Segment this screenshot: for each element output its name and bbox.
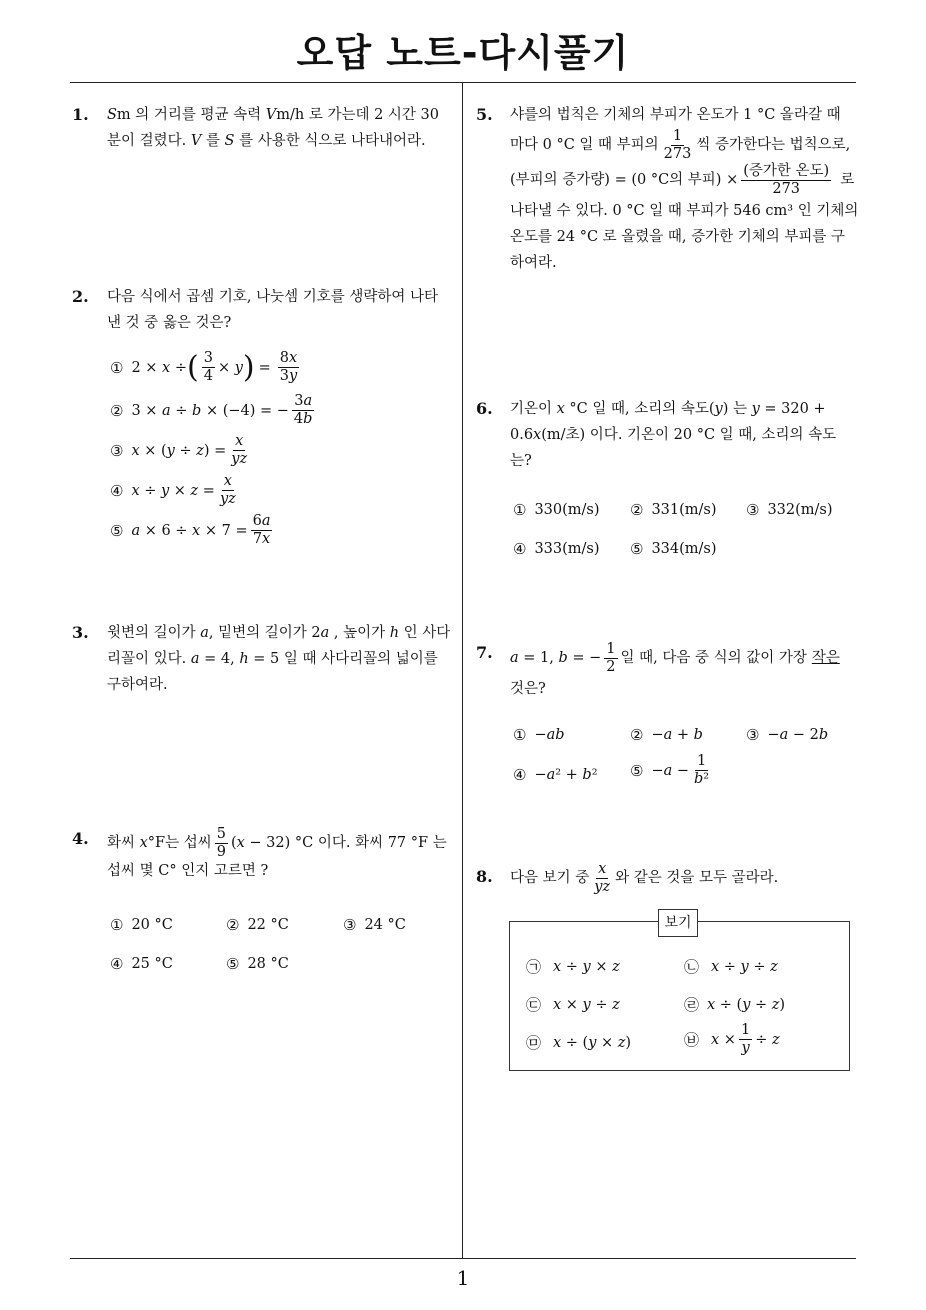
equals: = xyxy=(258,359,271,376)
choice-3[interactable] xyxy=(110,433,252,468)
question-text: 와 같은 것을 모두 골라라. xyxy=(615,870,779,886)
choice-mark: ⑤ xyxy=(226,955,240,973)
choice-2[interactable] xyxy=(226,912,289,938)
question-text-line: 는? xyxy=(510,453,532,469)
choice-mark: ③ xyxy=(110,441,124,460)
paren-right: ) xyxy=(242,349,255,385)
fraction: $\frac{\text{𝑥}}{\text{𝑦𝑧}}$ xyxy=(219,473,236,507)
fraction: $\frac{1}{273}$ xyxy=(663,127,692,162)
question-text-line: 하여라. xyxy=(510,255,557,271)
choice-mark: ② xyxy=(226,916,240,934)
question-number: 3. xyxy=(72,623,89,642)
choice-1[interactable] xyxy=(110,912,173,938)
question-text-line: 낸 것 중 옳은 것은? xyxy=(107,315,232,331)
question-text-line: 분이 걸렸다. 𝑉 를 𝑆 를 사용한 식으로 나타내어라. xyxy=(107,133,426,149)
choice-text: −𝑎² + 𝑏² xyxy=(534,767,598,783)
choice-3[interactable] xyxy=(746,722,828,748)
item-mark: ㉡ xyxy=(684,958,700,976)
question-text: 마다 0 °C 일 때 부피의 xyxy=(510,137,659,153)
question-text: (𝑥 − 32) °C 이다. 화씨 77 °F 는 xyxy=(230,835,447,851)
choice-text: 330(m/s) xyxy=(534,502,600,518)
question-number: 4. xyxy=(72,829,89,848)
item-text: 𝑥 × xyxy=(711,1031,736,1048)
question-number: 8. xyxy=(476,867,493,886)
choice-mark: ④ xyxy=(110,481,124,500)
question-text-line: 구하여라. xyxy=(107,677,168,693)
choice-text: 332(m/s) xyxy=(767,502,833,518)
question-text-line: 다음 식에서 곱셈 기호, 나눗셈 기호를 생략하여 나타 xyxy=(107,289,439,305)
choice-4[interactable] xyxy=(513,536,600,562)
choice-mark: ③ xyxy=(343,916,357,934)
page-title: 오답 노트-다시풀기 xyxy=(296,31,630,75)
choice-3[interactable] xyxy=(343,912,406,938)
choice-text: −𝑎 − 2𝑏 xyxy=(767,727,829,743)
choice-5[interactable] xyxy=(110,513,275,548)
choice-mark: ④ xyxy=(110,955,124,973)
choice-1[interactable] xyxy=(513,722,565,748)
fraction: $\frac{\text{8𝑥}}{\text{3𝑦}}$ xyxy=(279,350,298,384)
question-text-line: 섭씨 몇 C° 인지 고르면 ? xyxy=(107,863,269,879)
choice-text: −𝑎 + 𝑏 xyxy=(651,727,703,743)
choice-3[interactable] xyxy=(746,497,833,523)
item-text: 𝑥 ÷ (𝑦 × 𝑧) xyxy=(553,1034,632,1051)
choice-text: 334(m/s) xyxy=(651,541,717,557)
question-text-line: 리꼴이 있다. 𝑎 = 4, ℎ = 5 일 때 사다리꼴의 넓이를 xyxy=(107,651,438,667)
choice-1[interactable] xyxy=(513,497,600,523)
choice-expr: 2 × 𝑥 ÷ xyxy=(131,359,187,376)
choice-text: 25 °C xyxy=(131,956,173,972)
choice-expr: 𝑎 × 6 ÷ 𝑥 × 7 = xyxy=(131,522,248,539)
choice-mark: ① xyxy=(110,358,124,377)
choice-mark: ① xyxy=(513,726,527,744)
choice-mark: ⑤ xyxy=(630,540,644,558)
choice-text: 24 °C xyxy=(364,917,406,933)
question-text-line: 샤를의 법칙은 기체의 부피가 온도가 1 °C 올라갈 때 xyxy=(510,107,841,123)
choice-text: −𝑎 − xyxy=(651,762,690,779)
choice-5[interactable] xyxy=(630,536,717,562)
fraction: $\frac{1}{2}$ xyxy=(606,640,616,675)
choice-expr: 𝑥 × (𝑦 ÷ 𝑧) = xyxy=(131,442,227,459)
choice-2[interactable] xyxy=(110,393,317,428)
example-item xyxy=(684,994,785,1015)
question-text: 다음 보기 중 xyxy=(510,870,590,886)
fraction: $\frac{\text{3𝑎}}{\text{4𝑏}}$ xyxy=(293,393,313,427)
example-item xyxy=(684,956,778,977)
choice-mark: ② xyxy=(630,501,644,519)
choice-4[interactable] xyxy=(513,762,598,788)
example-item xyxy=(526,956,620,977)
choice-mark: ② xyxy=(630,726,644,744)
item-mark: ㉠ xyxy=(526,958,542,976)
choice-expr: 3 × 𝑎 ÷ 𝑏 × (−4) = − xyxy=(131,402,289,419)
fraction: $\frac{\text{6𝑎}}{\text{7𝑥}}$ xyxy=(252,513,271,547)
choice-2[interactable] xyxy=(630,497,717,523)
choice-mark: ① xyxy=(513,501,527,519)
page-number: 1 xyxy=(456,1266,470,1290)
emphasis-underline: 작은 xyxy=(811,650,840,666)
question-number: 6. xyxy=(476,399,493,418)
question-number: 5. xyxy=(476,105,493,124)
question-text: 씩 증가한다는 법칙으로, xyxy=(696,137,851,153)
question-number: 2. xyxy=(72,287,89,306)
item-text: 𝑥 ÷ (𝑦 ÷ 𝑧) xyxy=(707,996,786,1013)
question-number: 7. xyxy=(476,643,493,662)
question-number: 1. xyxy=(72,105,89,124)
question-text-line: 0.6𝑥(m/초) 이다. 기온이 20 °C 일 때, 소리의 속도 xyxy=(510,427,837,443)
column-divider xyxy=(462,83,463,1259)
choice-text: 22 °C xyxy=(247,917,289,933)
example-item xyxy=(684,1022,780,1057)
fraction: $\frac{\text{(증가한 온도)}}{273}$ xyxy=(743,162,830,197)
choice-1[interactable] xyxy=(110,350,302,385)
choice-mark: ③ xyxy=(746,726,760,744)
paren-left: ( xyxy=(186,349,199,385)
question-text: 𝑎 = 1, 𝑏 = − xyxy=(510,650,602,666)
choice-expr: 𝑥 ÷ 𝑦 × 𝑧 = xyxy=(131,482,215,499)
example-item xyxy=(526,994,620,1015)
example-box-label: 보기 xyxy=(658,909,698,937)
choice-4[interactable] xyxy=(110,473,241,508)
item-mark: ㉥ xyxy=(684,1031,700,1049)
choice-5[interactable] xyxy=(226,951,289,977)
item-text: 𝑥 ÷ 𝑦 ÷ 𝑧 xyxy=(711,958,778,975)
fraction: $\frac{1}{\text{𝑏²}}$ xyxy=(694,753,710,787)
question-text-line: 기온이 𝑥 °C 일 때, 소리의 속도(𝑦) 는 𝑦 = 320 + xyxy=(510,401,826,417)
item-text: 𝑥 × 𝑦 ÷ 𝑧 xyxy=(553,996,620,1013)
question-text-line: 윗변의 길이가 𝑎, 밑변의 길이가 2𝑎 , 높이가 ℎ 인 사다 xyxy=(107,625,451,641)
question-text: 일 때, 다음 중 식의 값이 가장 xyxy=(620,650,807,666)
choice-text: 333(m/s) xyxy=(534,541,600,557)
choice-text: 28 °C xyxy=(247,956,289,972)
choice-text: 331(m/s) xyxy=(651,502,717,518)
choice-mark: ⑤ xyxy=(110,521,124,540)
fraction: $\frac{\text{𝑥}}{\text{𝑦𝑧}}$ xyxy=(231,433,248,467)
choice-mark: ④ xyxy=(513,540,527,558)
fraction: $\frac{5}{9}$ xyxy=(216,825,226,860)
question-text-line: 것은? xyxy=(510,681,546,697)
item-text: 𝑥 ÷ 𝑦 × 𝑧 xyxy=(553,958,620,975)
fraction: $\frac{1}{\text{𝑦}}$ xyxy=(740,1022,751,1056)
choice-mark: ④ xyxy=(513,766,527,784)
footer-rule xyxy=(70,1258,856,1259)
choice-5[interactable] xyxy=(630,753,714,788)
item-text: ÷ 𝑧 xyxy=(755,1031,780,1048)
item-mark: ㉣ xyxy=(684,996,700,1014)
fraction: $\frac{3}{4}$ xyxy=(203,350,213,384)
choice-mark: ① xyxy=(110,916,124,934)
item-mark: ㉢ xyxy=(526,996,542,1014)
choice-mark: ⑤ xyxy=(630,761,644,780)
question-text: 로 xyxy=(840,172,855,188)
question-text: (부피의 증가량) = (0 °C의 부피) × xyxy=(510,172,739,188)
question-text-line: 𝑆m 의 거리를 평균 속력 𝑉m/h 로 가는데 2 시간 30 xyxy=(107,107,439,123)
choice-4[interactable] xyxy=(110,951,173,977)
choice-text: 20 °C xyxy=(131,917,173,933)
choice-text: −𝑎𝑏 xyxy=(534,727,565,743)
question-text-line: 온도를 24 °C 로 올렸을 때, 증가한 기체의 부피를 구 xyxy=(510,229,846,245)
choice-expr: × 𝑦 xyxy=(217,359,243,376)
example-item xyxy=(526,1032,631,1053)
item-mark: ㉤ xyxy=(526,1034,542,1052)
choice-mark: ③ xyxy=(746,501,760,519)
question-text: 화씨 𝑥°F는 섭씨 xyxy=(107,835,212,851)
fraction: $\frac{\text{𝑥}}{\text{𝑦𝑧}}$ xyxy=(594,860,611,895)
header-rule xyxy=(70,82,856,83)
question-text-line: 나타낼 수 있다. 0 °C 일 때 부피가 546 cm³ 인 기체의 xyxy=(510,203,859,219)
choice-mark: ② xyxy=(110,401,124,420)
choice-2[interactable] xyxy=(630,722,703,748)
